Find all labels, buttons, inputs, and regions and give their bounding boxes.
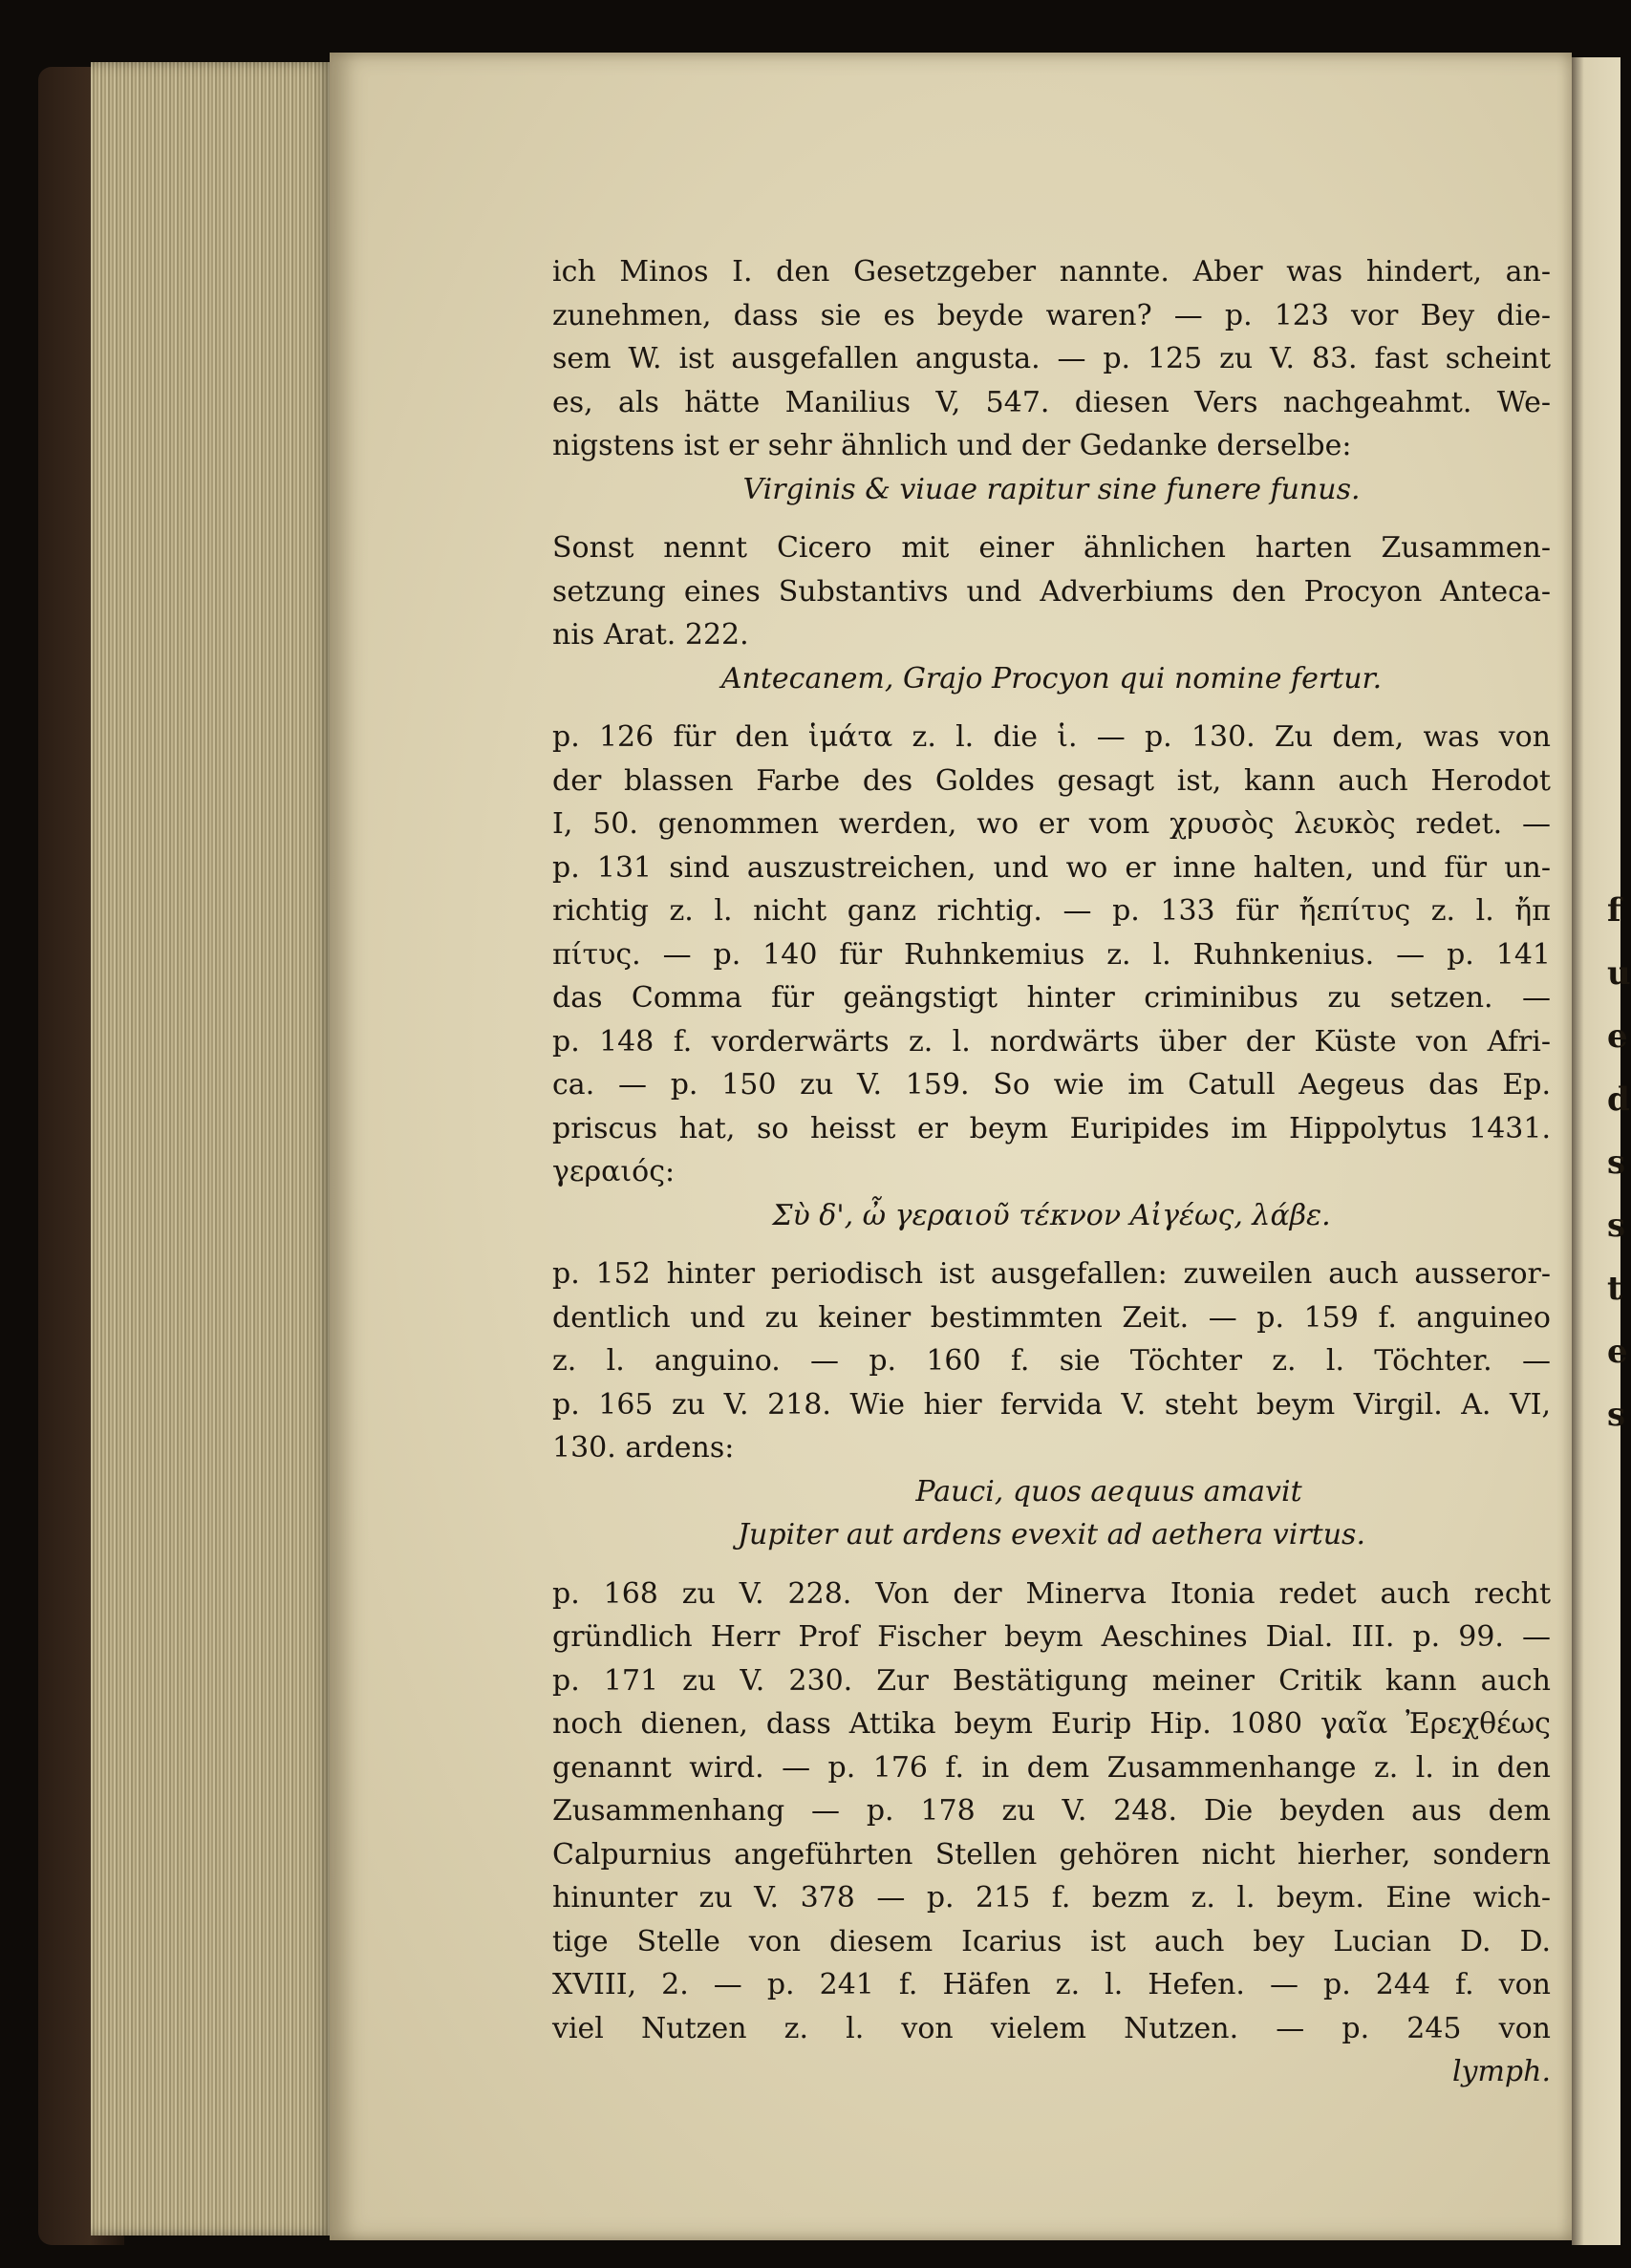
text-line: Sonst nennt Cicero mit einer ähnlichen harten Zusammen- xyxy=(552,531,1551,565)
facing-page-glyphs: f u e d s s t e s xyxy=(1607,891,1631,1434)
text-line: γεραιός: xyxy=(552,1155,676,1188)
text-line: z. l. anguino. — p. 160 f. sie Töchter z. l. Töchter. — xyxy=(552,1344,1551,1378)
text-line: p. 168 zu V. 228. Von der Minerva Itonia redet auch recht xyxy=(552,1576,1551,1611)
text-line: lymph. xyxy=(1451,2055,1551,2088)
text-line: tige Stelle von diesem Icarius ist auch bey Lucian D. D. xyxy=(552,1924,1551,1958)
text-line: p. 152 hinter periodisch ist ausgefallen: zuweilen auch ausseror- xyxy=(552,1257,1551,1291)
paragraph-gap xyxy=(552,1557,1551,1573)
paragraph-gap xyxy=(552,1237,1551,1252)
text-line: ca. — p. 150 zu V. 159. So wie im Catull Aegeus das Ep. xyxy=(552,1068,1551,1102)
text-line: richtig z. l. nicht ganz richtig. — p. 133 für ἤεπίτυς z. l. ἤπ xyxy=(552,894,1551,928)
text-line: πίτυς. — p. 140 für Ruhnkemius z. l. Ruhnkenius. — p. 141 xyxy=(552,937,1551,972)
text-line: p. 148 f. vorderwärts z. l. nordwärts über der Küste von Afri- xyxy=(552,1024,1551,1059)
text-line: Zusammenhang — p. 178 zu V. 248. Die beyden aus dem xyxy=(552,1794,1551,1828)
text-line: viel Nutzen z. l. von vielem Nutzen. — p. 245 von xyxy=(552,2011,1551,2045)
paragraph-gap xyxy=(552,511,1551,526)
text-line: p. 131 sind auszustreichen, und wo er inne halten, und für un- xyxy=(552,850,1551,885)
text-line: gründlich Herr Prof Fischer beym Aeschines Dial. III. p. 99. — xyxy=(552,1620,1551,1654)
text-line: dentlich und zu keiner bestimmten Zeit. — p. 159 f. anguineo xyxy=(552,1300,1551,1335)
paragraph-gap xyxy=(552,700,1551,716)
page-stack-edge xyxy=(91,62,334,2236)
verse-line: Jupiter aut ardens evexit ad aethera virtus. xyxy=(738,1518,1365,1551)
text-line: 130. ardens: xyxy=(552,1431,735,1465)
text-line: sem W. ist ausgefallen angusta. — p. 125 zu V. 83. fast scheint xyxy=(552,342,1551,375)
text-line: der blassen Farbe des Goldes gesagt ist, kann auch Herodot xyxy=(552,763,1551,798)
text-line: Calpurnius angeführten Stellen gehören nicht hierher, sondern xyxy=(552,1837,1551,1872)
text-line: ich Minos I. den Gesetzgeber nannte. Aber was hindert, an- xyxy=(552,255,1551,289)
text-line: priscus hat, so heisst er beym Euripides im Hippolytus 1431. xyxy=(552,1111,1551,1145)
verse-line: Antecanem, Grajo Procyon qui nomine fertur. xyxy=(720,661,1383,695)
text-line: genannt wird. — p. 176 f. in dem Zusammenhange z. l. in den xyxy=(552,1750,1551,1785)
text-line: hinunter zu V. 378 — p. 215 f. bezm z. l. beym. Eine wich- xyxy=(552,1881,1551,1915)
text-line: das Comma für geängstigt hinter criminibus zu setzen. — xyxy=(552,981,1551,1015)
text-line: XVIII, 2. — p. 241 f. Häfen z. l. Hefen. — p. 244 f. von xyxy=(552,1968,1551,2001)
verse-line: Σὺ δ', ὦ γεραιοῦ τέκνον Αἰγέως, λάβε. xyxy=(772,1198,1331,1232)
text-line: p. 171 zu V. 230. Zur Bestätigung meiner Critik kann auch xyxy=(552,1663,1551,1698)
text-line: noch dienen, dass Attika beym Eurip Hip. 1080 γαῖα Ἐρεχθέως xyxy=(552,1707,1551,1741)
text-line: nigstens ist er sehr ähnlich und der Gedanke derselbe: xyxy=(552,429,1352,462)
verse-line: Virginis & viuae rapitur sine funere funus. xyxy=(742,472,1361,506)
text-line: setzung eines Substantivs und Adverbiums den Procyon Anteca- xyxy=(552,574,1551,609)
text-line: p. 126 für den ἱμάτα z. l. die ἱ. — p. 130. Zu dem, was von xyxy=(552,720,1551,754)
text-line: nis Arat. 222. xyxy=(552,618,749,652)
text-line: zunehmen, dass sie es beyde waren? — p. 123 vor Bey die- xyxy=(552,298,1551,332)
page-text-block xyxy=(552,250,1551,2094)
text-line: es, als hätte Manilius V, 547. diesen Vers nachgeahmt. We- xyxy=(552,385,1551,419)
text-line: p. 165 zu V. 218. Wie hier fervida V. steht beym Virgil. A. VI, xyxy=(552,1387,1551,1422)
text-line: I, 50. genommen werden, wo er vom χρυσὸς λευκὸς redet. — xyxy=(552,807,1551,841)
verse-line: Pauci, quos aequus amavit xyxy=(915,1474,1302,1508)
